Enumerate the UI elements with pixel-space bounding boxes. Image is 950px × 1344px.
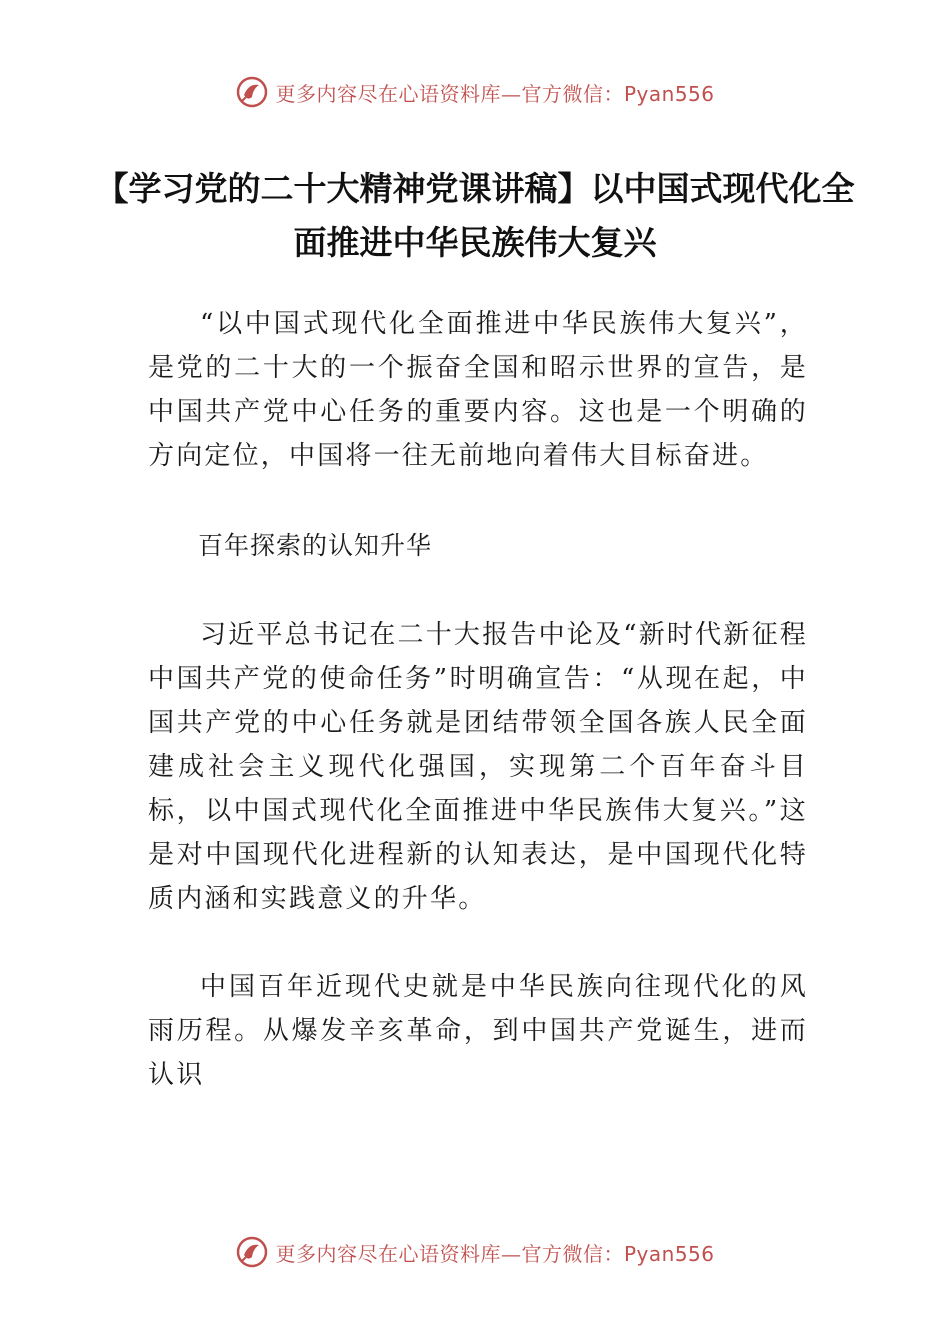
logo-icon xyxy=(235,1235,269,1269)
paragraph-3-block xyxy=(148,965,808,1097)
paragraph-2-block xyxy=(148,613,808,921)
section-heading-block xyxy=(148,524,808,568)
paragraph: 习近平总书记在二十大报告中论及“新时代新征程中国共产党的使命任务”时明确宣告：“从现在起，中国共产党的中心任务就是团结带领全国各族人民全面建成社会主义现代化强国，实现第二个百年奋斗目标，以中国式现代化全面推进中华民族伟大复兴。”这是对中国现代化进程新的认知表达，是中国现代化特质内涵和实践意义的升华。 xyxy=(148,620,808,914)
section-heading: 百年探索的认知升华 xyxy=(198,531,433,560)
watermark-text: 更多内容尽在心语资料库—官方微信：Pyan556 xyxy=(275,81,715,106)
document-title: 【学习党的二十大精神党课讲稿】以中国式现代化全面推进中华民族伟大复兴 xyxy=(95,169,855,262)
paragraph: “以中国式现代化全面推进中华民族伟大复兴”，是党的二十大的一个振奋全国和昭示世界的宣告，是中国共产党中心任务的重要内容。这也是一个明确的方向定位，中国将一往无前地向着伟大目标奋进。 xyxy=(148,309,808,471)
paragraph: 中国百年近现代史就是中华民族向往现代化的风雨历程。从爆发辛亥革命，到中国共产党诞生，进而认识 xyxy=(148,972,808,1090)
footer-watermark xyxy=(0,1232,950,1272)
wechat-id: Pyan556 xyxy=(623,1241,715,1266)
logo-icon xyxy=(235,75,269,109)
header-watermark xyxy=(0,72,950,112)
wechat-id: Pyan556 xyxy=(623,81,715,106)
watermark-text: 更多内容尽在心语资料库—官方微信：Pyan556 xyxy=(275,1241,715,1266)
paragraph-1-block xyxy=(148,302,808,478)
